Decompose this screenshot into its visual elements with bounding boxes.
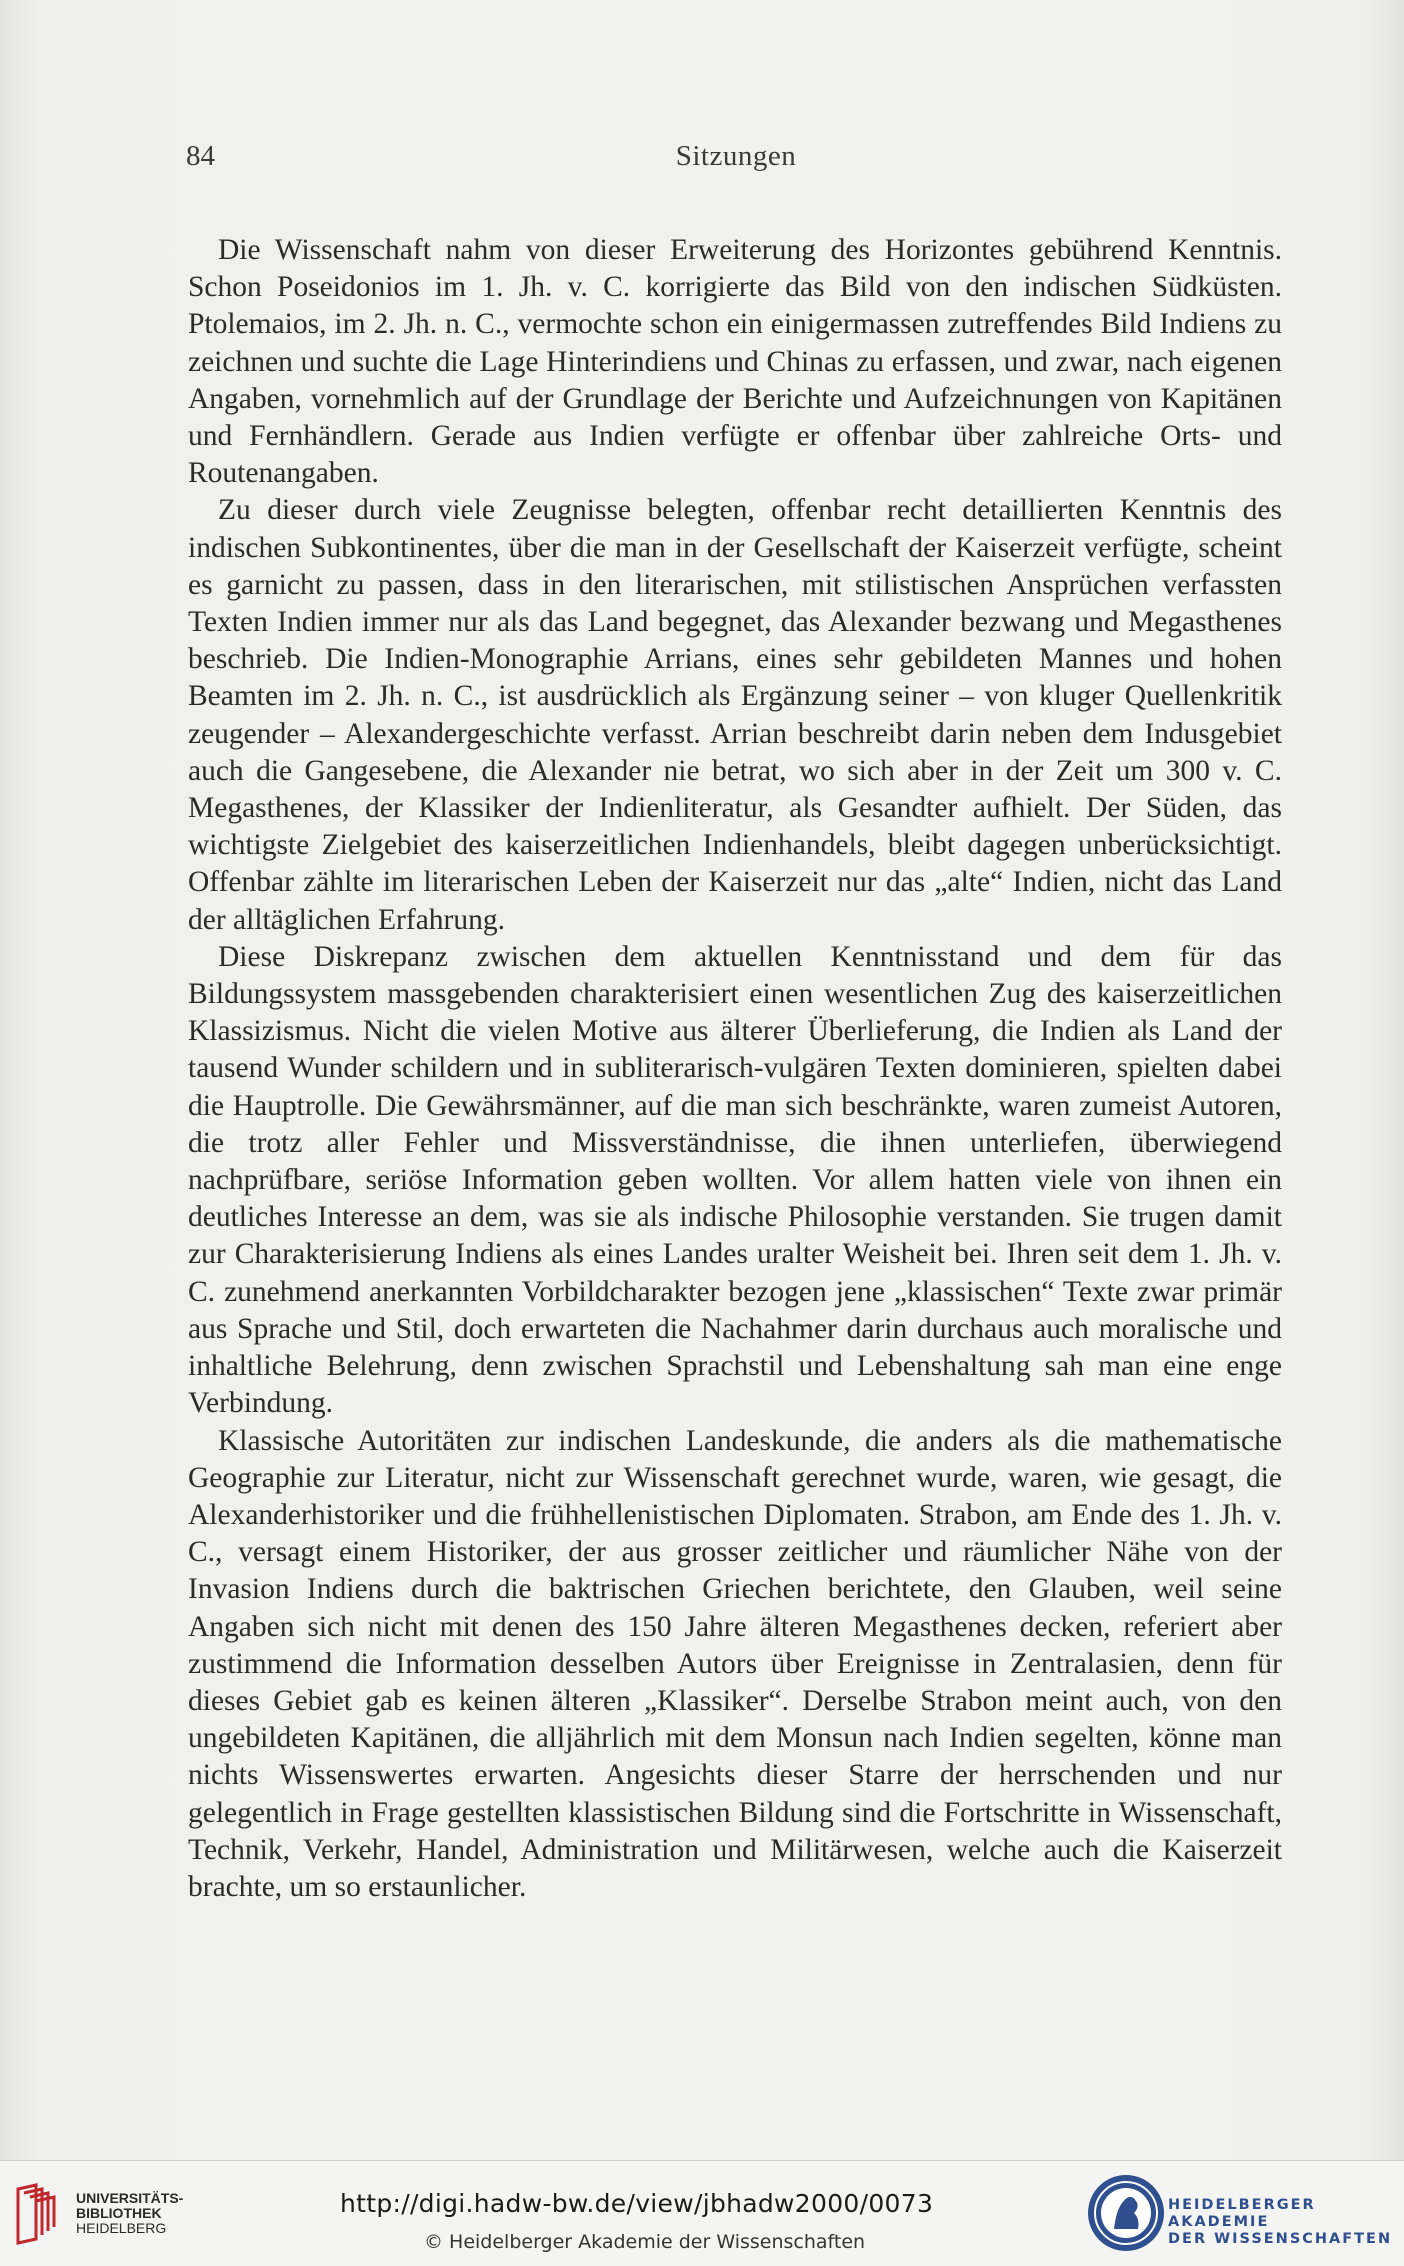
academy-name bbox=[1168, 2197, 1404, 2248]
page-number: 84 bbox=[186, 140, 215, 172]
page-header bbox=[186, 140, 1286, 180]
university-library-logo-icon bbox=[14, 2181, 62, 2247]
academy-line: DER WISSENSCHAFTEN bbox=[1168, 2231, 1393, 2247]
footer-bar bbox=[0, 2160, 1404, 2266]
running-head: Sitzungen bbox=[675, 140, 797, 172]
permalink-url[interactable]: http://digi.hadw-bw.de/view/jbhadw2000/0073 bbox=[340, 2189, 934, 2218]
paragraph: Diese Diskrepanz zwischen dem aktuellen Kenntnisstand und dem für das Bildungssystem massgebenden charakterisiert einen wesentlichen Zug des kaiserzeitlichen Klassizismus. Nicht die vielen Motive aus älterer Überlieferung, die Indien als Land der tausend Wunder schildern und in subliterarisch-vulgären Texten dominieren, spielten dabei die Hauptrolle. Die Gewährsmänner, auf die man sich beschränkte, waren zumeist Autoren, die trotz aller Fehler und Missverständnisse, die ihnen unterliefen, überwiegend nachprüfbare, seriöse Information geben wollten. Vor allem hatten viele von ihnen ein deutliches Interesse an dem, was sie als indische Philosophie verstanden. Sie trugen damit zur Charakterisierung Indiens als eines Landes uralter Weisheit bei. Ihren seit dem 1. Jh. v. C. zunehmend anerkannten Vorbildcharakter bezogen jene „klassischen“ Texte zwar primär aus Sprache und Stil, doch erwarteten die Nachahmer darin durchaus auch moralische und inhaltliche Belehrung, denn zwischen Sprachstil und Lebenshaltung sah man eine enge Verbindung. bbox=[188, 940, 1282, 1420]
paragraph: Klassische Autoritäten zur indischen Landeskunde, die anders als die mathematische Geographie zur Literatur, nicht zur Wissenschaft gerechnet wurde, waren, wie gesagt, die Alexanderhistoriker und die frühhellenistischen Diplomaten. Strabon, am Ende des 1. Jh. v. C., versagt einem Historiker, der aus grosser zeitlicher und räumlicher Nähe von der Invasion Indiens durch die baktrischen Griechen berichtete, den Glauben, weil seine Angaben sich nicht mit denen des 150 Jahre älteren Megasthenes decken, referiert aber zustimmend die Information desselben Autors über Ereignisse in Zentralasien, denn für dieses Gebiet gab es keinen älteren „Klassiker“. Derselbe Strabon meint auch, von den ungebildeten Kapitänen, die alljährlich mit dem Monsun nach Indien segelten, könne man nichts Wissenswertes erwarten. Angesichts dieser Starre der herrschenden und nur gelegentlich in Frage gestellten klassistischen Bildung sind die Fortschritte in Wissenschaft, Technik, Verkehr, Handel, Administration und Militärwesen, welche auch die Kaiserzeit brachte, um so erstaunlicher. bbox=[188, 1424, 1282, 1903]
academy-seal-icon bbox=[1084, 2171, 1168, 2255]
library-line: UNIVERSITÄTS- bbox=[76, 2190, 184, 2206]
library-line: HEIDELBERG bbox=[76, 2220, 167, 2236]
copyright-notice: © Heidelberger Akademie der Wissenschaften bbox=[424, 2231, 866, 2253]
paragraph: Zu dieser durch viele Zeugnisse belegten, offenbar recht detaillierten Kenntnis des indischen Subkontinentes, über die man in der Gesellschaft der Kaiserzeit verfügte, scheint es garnicht zu passen, dass in den literarischen, mit stilistischen Ansprüchen verfassten Texten Indien immer nur als das Land begegnet, das Alexander bezwang und Megasthenes beschrieb. Die Indien-Monographie Arrians, eines sehr gebildeten Mannes und hohen Beamten im 2. Jh. n. C., ist ausdrücklich als Ergänzung seiner – von kluger Quellenkritik zeugender – Alexandergeschichte verfasst. Arrian beschreibt darin neben dem Indusgebiet auch die Gangesebene, die Alexander nie betrat, wo sich aber in der Zeit um 300 v. C. Megasthenes, der Klassiker der Indienliteratur, als Gesandter aufhielt. Der Süden, das wichtigste Zielgebiet des kaiserzeitlichen Indienhandels, bleibt dagegen unberücksichtigt. Offenbar zählte im literarischen Leben der Kaiserzeit nur das „alte“ Indien, nicht das Land der alltäglichen Erfahrung. bbox=[188, 494, 1282, 936]
academy-line: HEIDELBERGER AKADEMIE bbox=[1168, 2197, 1316, 2230]
paragraph: Die Wissenschaft nahm von dieser Erweiterung des Horizontes gebührend Kenntnis. Schon Poseidonios im 1. Jh. v. C. korrigierte das Bild von den indischen Südküsten. Ptolemaios, im 2. Jh. n. C., vermochte schon ein einigermassen zutreffendes Bild Indiens zu zeichnen und suchte die Lage Hinterindiens und Chinas zu erfassen, und zwar, nach eigenen Angaben, vornehmlich auf der Grundlage der Berichte und Aufzeichnungen von Kapitänen und Fernhändlern. Gerade aus Indien verfügte er offenbar über zahlreiche Orts- und Routenangaben. bbox=[188, 234, 1282, 490]
library-line: BIBLIOTHEK bbox=[76, 2205, 162, 2221]
library-name bbox=[76, 2191, 183, 2236]
body-text bbox=[188, 232, 1282, 1906]
